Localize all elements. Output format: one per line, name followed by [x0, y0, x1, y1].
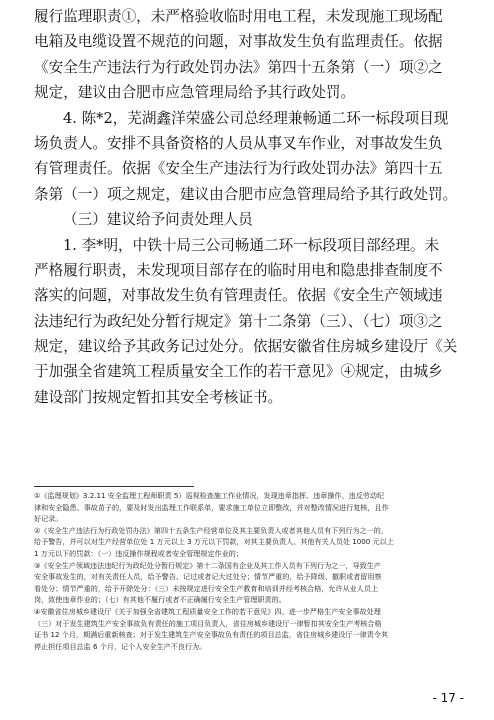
body-line: 1. 李*明，中铁十局三公司畅通二环一标段项目部经理。未 [63, 236, 440, 254]
footnote-line: ④安徽省住房城乡建设厅《关于加强全省建筑工程质量安全工作的若干意见》四、进一步严格生产安全事故处理 [34, 606, 381, 616]
footnote-line: ②《安全生产违法行为行政处罚办法》第四十五条生产经营单位及其主要负责人或者其他人员有下列行为之一的， [34, 525, 388, 535]
footnote-line: 岗，致使违章作业的；（七）有其他不履行或者不正确履行安全生产管理职责的。 [34, 595, 286, 605]
footnote-line: 1 万元以下的罚款：（一）违反操作规程或者安全管理规定作业的； [34, 548, 243, 558]
body-line: 履行监理职责①，未严格验收临时用电工程，未发现施工现场配 [34, 8, 443, 25]
body-line: 条第（一）项之规定，建议由合肥市应急管理局给予其行政处罚。 [34, 185, 458, 203]
footnote-line: ①《监理规划》3.2.11 安全监理工程师职责 5）巡视检查施工作业情况，发现违章指挥、违章操作、违反劳动纪 [34, 491, 385, 500]
body-line: 于加强全省建筑工程质量安全工作的若干意见》④规定，由城乡 [34, 363, 443, 381]
body-line: 规定，建议给予其政务记过处分。依据安徽省住房城乡建设厅《关 [34, 338, 458, 356]
body-line: 规定，建议由合肥市应急管理局给予其行政处罚。 [34, 84, 356, 102]
body-line: 电箱及电缆设置不规范的问题，对事故发生负有监理责任。依据 [34, 33, 443, 51]
footnote-line: 安全事故发生的，对有关责任人员，给予警告、记过或者记大过处分；情节严重的，给予降级、撤职或者留用察 [34, 572, 382, 582]
footnote-line: 给予警告，并可以对生产经营单位处 1 万元以上 3 万元以下罚款，对其主要负责人、其他有关人员处 1000 元以上 [34, 537, 394, 547]
page-number: - 17 - [432, 691, 464, 705]
body-text [34, 4, 474, 410]
body-line: 《安全生产违法行为行政处罚办法》第四十五条第（一）项②之 [34, 58, 443, 76]
body-line: 4. 陈*2，芜湖鑫洋荣盛公司总经理兼畅通二环一标段项目现 [63, 109, 449, 127]
footnote-line: ③《安全生产领域违法违纪行为政纪处分暂行规定》第十二条国有企业及其工作人员有下列行为之一，导致生产 [34, 560, 381, 570]
footnote-line: 律和安全隐患、事故苗子的，要及时发出监理工作联系单，要求施工单位立即整改，并对整改情况进行复核，且作 [34, 502, 389, 512]
body-line: 有管理责任。依据《安全生产违法行为行政处罚办法》第四十五 [34, 160, 443, 178]
footnote-line: 好记录。 [34, 514, 63, 524]
body-line: 建设部门按规定暂扣其安全考核证书。 [34, 388, 283, 406]
footnotes [34, 490, 474, 652]
body-line: 法违纪行为政纪处分暂行规定》第十二条第（三）、（七）项③之 [34, 312, 443, 330]
section-heading: （三）建议给予问责处理人员 [63, 211, 253, 229]
footnote-line: 停止担任项目总监 6 个月，记个人安全生产不良行为。 [34, 641, 207, 651]
body-line: 严格履行职责，未发现项目部存在的临时用电和隐患排查制度不 [34, 261, 443, 279]
footnote-line: （三）对于发生建筑生产安全事故负有责任的施工项目负责人，省住房城乡建设厅一律暂扣其安全生产考核合格 [34, 618, 382, 628]
body-line: 场负责人。安排不具备资格的人员从事叉车作业，对事故发生负 [34, 134, 443, 152]
footnote-line: 证书 12 个月，期满后重新核查；对于发生建筑生产安全事故负有责任的项目总监，省住房城乡建设厅一律责令其 [34, 630, 389, 640]
footnote-line: 看处分；情节严重的，给予开除处分：（三）未按规定进行安全生产教育和培训并经考核合格，允许从业人员上 [34, 583, 379, 593]
footnote-separator [34, 486, 194, 487]
body-line: 落实的问题，对事故发生负有管理责任。依据《安全生产领域违 [34, 287, 443, 305]
